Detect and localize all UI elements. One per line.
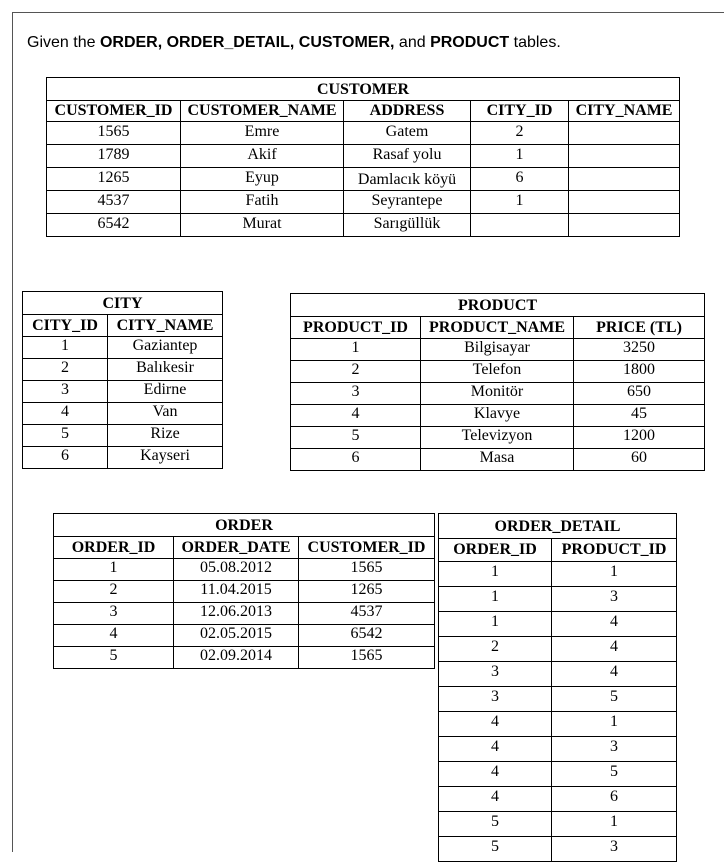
- table-cell: 1: [291, 339, 421, 361]
- table-cell: Gaziantep: [108, 337, 223, 359]
- table-row: [291, 449, 705, 471]
- order-caption: ORDER: [54, 514, 435, 537]
- intro-table-list: ORDER, ORDER_DETAIL, CUSTOMER,: [99, 34, 395, 51]
- table-cell: 3: [552, 587, 677, 612]
- table-cell: 2: [291, 361, 421, 383]
- table-cell: Telefon: [421, 361, 574, 383]
- table-cell: 6: [291, 449, 421, 471]
- table-row: [439, 787, 677, 812]
- table-cell: 1565: [299, 647, 435, 669]
- table-cell: [569, 145, 680, 168]
- city-table: [22, 291, 223, 469]
- table-cell: 5: [23, 425, 108, 447]
- table-row: [47, 191, 680, 214]
- table-row: [439, 812, 677, 837]
- table-cell: 4: [439, 712, 552, 737]
- intro-text: [27, 34, 561, 52]
- table-row: [47, 168, 680, 191]
- table-cell: 4: [439, 787, 552, 812]
- column-header: CITY_NAME: [108, 315, 223, 337]
- table-row: [54, 603, 435, 625]
- table-cell: 4: [291, 405, 421, 427]
- intro-product: PRODUCT: [430, 34, 510, 51]
- table-cell: Van: [108, 403, 223, 425]
- table-cell: [569, 191, 680, 214]
- table-cell: Edirne: [108, 381, 223, 403]
- table-cell: Fatih: [181, 191, 344, 214]
- table-row: [439, 687, 677, 712]
- table-cell: Akif: [181, 145, 344, 168]
- table-cell: 4: [552, 612, 677, 637]
- table-cell: 45: [574, 405, 705, 427]
- column-header: CITY_NAME: [569, 101, 680, 122]
- table-row: [439, 712, 677, 737]
- table-cell: 2: [23, 359, 108, 381]
- table-cell: Klavye: [421, 405, 574, 427]
- table-cell: 1200: [574, 427, 705, 449]
- table-row: [439, 562, 677, 587]
- table-cell: 1800: [574, 361, 705, 383]
- table-cell: 60: [574, 449, 705, 471]
- table-row: [47, 122, 680, 145]
- table-cell: 1565: [47, 122, 181, 145]
- table-row: [23, 337, 223, 359]
- column-header: PRICE (TL): [574, 317, 705, 339]
- table-cell: Televizyon: [421, 427, 574, 449]
- table-cell: 6542: [47, 214, 181, 237]
- table-row: [47, 214, 680, 237]
- table-cell: 5: [552, 762, 677, 787]
- table-cell: 3: [291, 383, 421, 405]
- table-row: [23, 403, 223, 425]
- table-row: [439, 637, 677, 662]
- column-header: PRODUCT_NAME: [421, 317, 574, 339]
- table-cell: 2: [471, 122, 569, 145]
- table-cell: 5: [291, 427, 421, 449]
- column-header: ORDER_ID: [439, 539, 552, 562]
- table-cell: 4: [552, 637, 677, 662]
- table-row: [23, 447, 223, 469]
- table-cell: 5: [439, 812, 552, 837]
- table-row: [54, 559, 435, 581]
- table-cell: 5: [54, 647, 174, 669]
- table-cell: [471, 214, 569, 237]
- table-cell: 4: [439, 762, 552, 787]
- table-row: [291, 339, 705, 361]
- table-row: [291, 405, 705, 427]
- table-cell: 1: [471, 145, 569, 168]
- column-header: ORDER_DATE: [174, 537, 299, 559]
- table-row: [439, 837, 677, 862]
- table-cell: 3: [54, 603, 174, 625]
- table-cell: 11.04.2015: [174, 581, 299, 603]
- table-row: [23, 381, 223, 403]
- table-cell: 05.08.2012: [174, 559, 299, 581]
- table-cell: 5: [439, 837, 552, 862]
- intro-prefix: Given the: [27, 34, 100, 51]
- table-cell: 12.06.2013: [174, 603, 299, 625]
- customer-caption: CUSTOMER: [47, 78, 680, 101]
- column-header: CITY_ID: [471, 101, 569, 122]
- table-cell: [569, 122, 680, 145]
- table-cell: 6: [23, 447, 108, 469]
- table-row: [54, 647, 435, 669]
- table-cell: [569, 168, 680, 191]
- table-cell: Rize: [108, 425, 223, 447]
- table-cell: 6: [552, 787, 677, 812]
- table-cell: 1565: [299, 559, 435, 581]
- table-cell: 650: [574, 383, 705, 405]
- table-cell: 1: [54, 559, 174, 581]
- table-cell: Balıkesir: [108, 359, 223, 381]
- table-row: [439, 662, 677, 687]
- table-cell: Seyrantepe: [344, 191, 471, 214]
- column-header: ORDER_ID: [54, 537, 174, 559]
- column-header: ADDRESS: [344, 101, 471, 122]
- order-detail-caption: ORDER_DETAIL: [439, 514, 677, 539]
- table-cell: Gatem: [344, 122, 471, 145]
- table-cell: 1: [439, 562, 552, 587]
- table-row: [439, 737, 677, 762]
- table-cell: 1265: [47, 168, 181, 191]
- table-cell: 1: [23, 337, 108, 359]
- table-cell: 1: [552, 712, 677, 737]
- table-cell: 3: [23, 381, 108, 403]
- table-cell: Damlacık köyü: [344, 168, 471, 191]
- table-cell: 3: [552, 837, 677, 862]
- table-row: [47, 145, 680, 168]
- table-cell: 02.05.2015: [174, 625, 299, 647]
- table-cell: 6542: [299, 625, 435, 647]
- table-row: [439, 762, 677, 787]
- table-cell: 1: [552, 812, 677, 837]
- table-cell: 3250: [574, 339, 705, 361]
- table-cell: 1: [471, 191, 569, 214]
- column-header: CITY_ID: [23, 315, 108, 337]
- column-header: CUSTOMER_ID: [47, 101, 181, 122]
- product-caption: PRODUCT: [291, 294, 705, 317]
- table-row: [54, 625, 435, 647]
- table-cell: 4: [439, 737, 552, 762]
- table-cell: Sarıgüllük: [344, 214, 471, 237]
- column-header: PRODUCT_ID: [291, 317, 421, 339]
- table-cell: 1: [552, 562, 677, 587]
- city-caption: CITY: [23, 292, 223, 315]
- table-cell: 6: [471, 168, 569, 191]
- table-cell: Eyup: [181, 168, 344, 191]
- table-cell: 2: [54, 581, 174, 603]
- column-header: CUSTOMER_ID: [299, 537, 435, 559]
- table-cell: 4: [23, 403, 108, 425]
- table-cell: 4: [54, 625, 174, 647]
- table-cell: 1265: [299, 581, 435, 603]
- table-cell: 4: [552, 662, 677, 687]
- table-cell: 3: [439, 662, 552, 687]
- table-cell: 1: [439, 612, 552, 637]
- table-cell: Monitör: [421, 383, 574, 405]
- table-cell: 4537: [47, 191, 181, 214]
- order-table: [53, 513, 435, 669]
- table-row: [23, 425, 223, 447]
- table-cell: Masa: [421, 449, 574, 471]
- intro-suffix: tables.: [509, 34, 561, 51]
- table-row: [439, 612, 677, 637]
- table-cell: [569, 214, 680, 237]
- table-cell: 5: [552, 687, 677, 712]
- table-cell: 02.09.2014: [174, 647, 299, 669]
- table-cell: 2: [439, 637, 552, 662]
- intro-and: and: [394, 34, 431, 51]
- table-cell: 3: [439, 687, 552, 712]
- table-cell: Rasaf yolu: [344, 145, 471, 168]
- column-header: PRODUCT_ID: [552, 539, 677, 562]
- table-row: [291, 427, 705, 449]
- table-cell: Emre: [181, 122, 344, 145]
- table-row: [291, 383, 705, 405]
- customer-table: [46, 77, 680, 237]
- column-header: CUSTOMER_NAME: [181, 101, 344, 122]
- table-row: [439, 587, 677, 612]
- table-row: [54, 581, 435, 603]
- table-cell: Murat: [181, 214, 344, 237]
- order-detail-table: [438, 513, 677, 862]
- table-cell: Bilgisayar: [421, 339, 574, 361]
- product-table: [290, 293, 705, 471]
- table-row: [23, 359, 223, 381]
- table-cell: Kayseri: [108, 447, 223, 469]
- table-cell: 4537: [299, 603, 435, 625]
- table-row: [291, 361, 705, 383]
- table-cell: 3: [552, 737, 677, 762]
- table-cell: 1: [439, 587, 552, 612]
- table-cell: 1789: [47, 145, 181, 168]
